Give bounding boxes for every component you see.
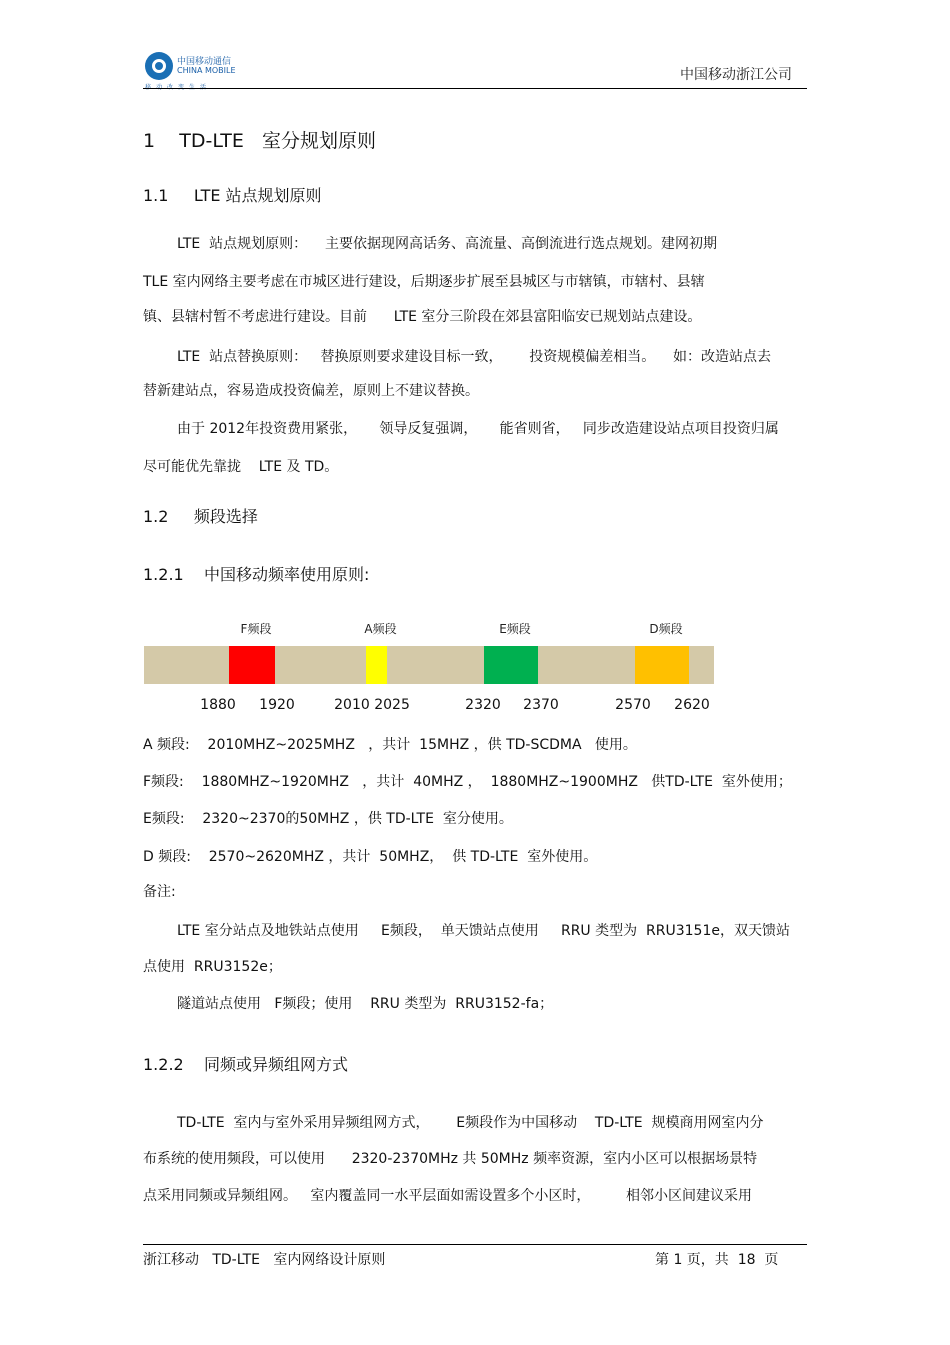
footer-doc-title: 浙江移动 TD-LTE 室内网络设计原则 <box>143 1252 386 1268</box>
note-line: 点使用 RRU3152e； <box>143 959 282 975</box>
heading-1: 1 TD-LTE 室分规划原则 <box>143 130 377 152</box>
frequency-tick-label: 2570 <box>615 697 651 713</box>
para-line: LTE 站点规划原则： 主要依据现网高话务、高流量、高倒流进行选点规划。建网初期 <box>177 236 717 252</box>
frequency-tick-label: 2620 <box>674 697 710 713</box>
frequency-tick-label: 2010 2025 <box>334 697 410 713</box>
para-line: 由于 2012年投资费用紧张， 领导反复强调， 能省则省， 同步改造建设站点项目投资归属 <box>177 421 779 437</box>
heading-1-1: 1.1 LTE 站点规划原则 <box>143 186 322 205</box>
para-line: 尽可能优先靠拢 LTE 及 TD。 <box>143 459 339 475</box>
frequency-tick-label: 2370 <box>523 697 559 713</box>
band-segment <box>229 646 275 684</box>
para-line: TLE 室内网络主要考虑在市城区进行建设，后期逐步扩展至县城区与市辖镇，市辖村、县辖 <box>143 274 705 290</box>
para-line: TD-LTE 室内与室外采用异频组网方式， E频段作为中国移动 TD-LTE 规模商用网室内分 <box>177 1115 764 1131</box>
band-name-label: E频段 <box>499 622 531 636</box>
para-line: 布系统的使用频段，可以使用 2320-2370MHz 共 50MHz 频率资源，室内小区可以根据场景特 <box>143 1151 758 1167</box>
note-label: 备注: <box>143 884 176 900</box>
para-line: 镇、县辖村暂不考虑进行建设。目前 LTE 室分三阶段在郊县富阳临安已规划站点建设。 <box>143 309 702 325</box>
footer-rule <box>143 1244 807 1245</box>
band-name-label: F频段 <box>240 622 272 636</box>
para-line: LTE 站点替换原则： 替换原则要求建设目标一致， 投资规模偏差相当。 如：改造站点去 <box>177 349 772 365</box>
band-segment <box>366 646 387 684</box>
band-d-desc: D 频段: 2570~2620MHZ ，共计 50MHZ， 供 TD-LTE 室外使用。 <box>143 849 598 865</box>
footer-page-number: 第 1 页，共 18 页 <box>655 1252 779 1268</box>
band-a-desc: A 频段: 2010MHZ~2025MHZ ，共计 15MHZ ，供 TD-SCDMA 使用。 <box>143 737 637 753</box>
band-segment <box>635 646 689 684</box>
heading-1-2: 1.2 频段选择 <box>143 507 258 526</box>
heading-1-2-1: 1.2.1 中国移动频率使用原则: <box>143 565 370 584</box>
frequency-tick-label: 1920 <box>259 697 295 713</box>
logo-en-text: CHINA MOBILE <box>177 66 236 75</box>
frequency-band-chart <box>0 610 950 720</box>
heading-1-2-2: 1.2.2 同频或异频组网方式 <box>143 1055 349 1074</box>
band-segment <box>484 646 538 684</box>
note-line: LTE 室分站点及地铁站点使用 E频段， 单天馈站点使用 RRU 类型为 RRU3151e，双天馈站 <box>177 923 790 939</box>
para-line: 点采用同频或异频组网。 室内覆盖同一水平层面如需设置多个小区时， 相邻小区间建议采用 <box>143 1188 752 1204</box>
para-line: 替新建站点，容易造成投资偏差，原则上不建议替换。 <box>143 383 479 399</box>
frequency-tick-label: 1880 <box>200 697 236 713</box>
note-line: 隧道站点使用 F频段；使用 RRU 类型为 RRU3152-fa； <box>177 996 554 1012</box>
company-logo <box>143 48 237 88</box>
band-name-label: D频段 <box>649 622 683 636</box>
logo-cn-text: 中国移动通信 <box>177 57 232 67</box>
header-company-name: 中国移动浙江公司 <box>680 67 792 83</box>
band-e-desc: E频段: 2320~2370的50MHZ ，供 TD-LTE 室分使用。 <box>143 811 513 827</box>
logo-slogan-text <box>145 82 211 91</box>
frequency-tick-label: 2320 <box>465 697 501 713</box>
band-f-desc: F频段: 1880MHZ~1920MHZ ，共计 40MHZ ， 1880MHZ~1900MHZ 供TD-LTE 室外使用； <box>143 774 792 790</box>
band-name-label: A频段 <box>364 622 397 636</box>
china-mobile-emblem-icon <box>145 52 173 80</box>
header-rule <box>143 88 807 89</box>
